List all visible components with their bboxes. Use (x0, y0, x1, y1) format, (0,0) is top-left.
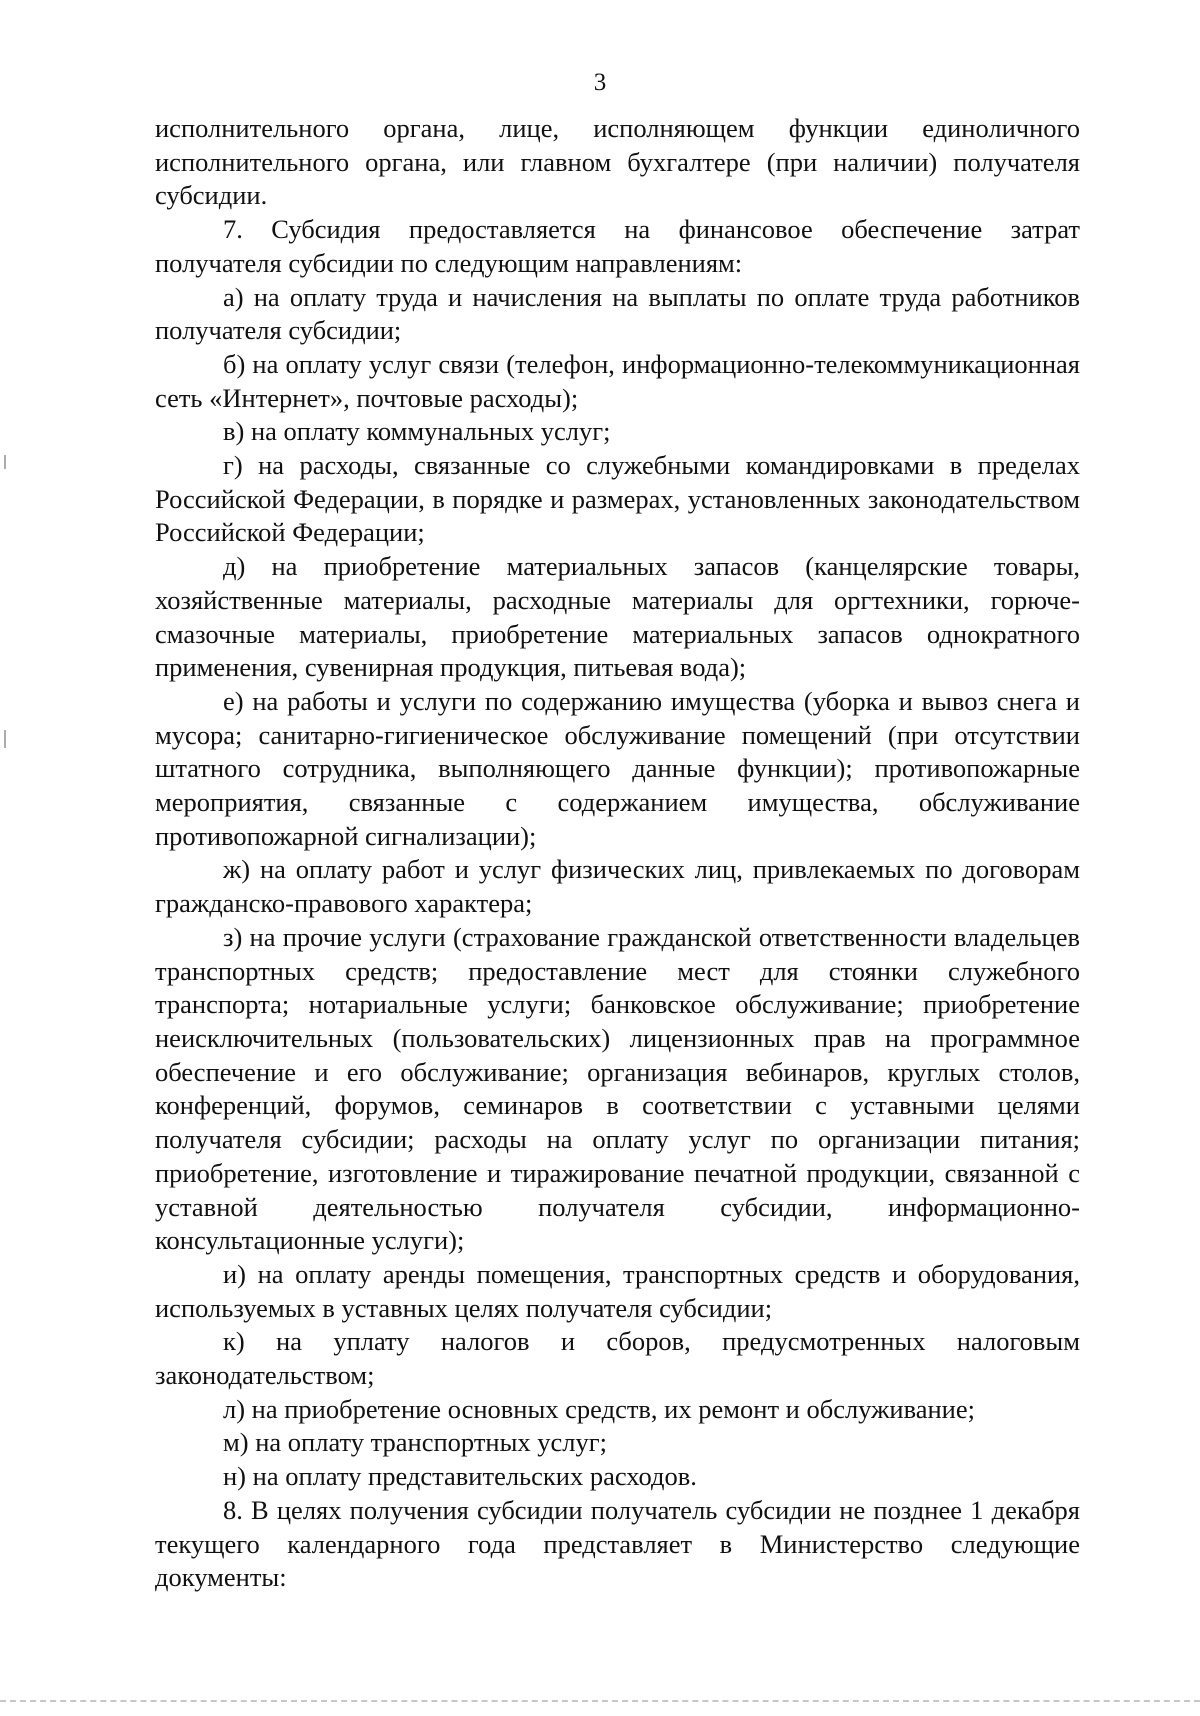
page-number: 3 (593, 69, 607, 96)
scan-bottom-edge (0, 1700, 1200, 1702)
paragraph-clause-7: 7. Субсидия предоставляется на финансовое обеспечение затрат получателя субсидии по следующим направлениям: (155, 214, 1080, 278)
paragraph-clause-8: 8. В целях получения субсидии получатель субсидии не позднее 1 декабря текущего календарного года представляет в Министерство следующие документы: (155, 1494, 1080, 1593)
paragraph-item-k: к) на уплату налогов и сборов, предусмотренных налоговым законодательством; (155, 1326, 1080, 1391)
paragraph-continuation: исполнительного органа, лице, исполняющем функции единоличного исполнительного органа, или главном бухгалтере (при наличии) получателя субсидии. (155, 113, 1080, 211)
paragraph-item-a: а) на оплату труда и начисления на выплаты по оплате труда работников получателя субсидии; (155, 281, 1080, 346)
paragraph-item-n: н) на оплату представительских расходов. (223, 1461, 697, 1492)
paragraph-item-i: и) на оплату аренды помещения, транспортных средств и оборудования, используемых в уставных целях получателя субсидии; (155, 1258, 1080, 1323)
document-body (155, 112, 1080, 1595)
paragraph-item-b: б) на оплату услуг связи (телефон, информационно-телекоммуникационная сеть «Интернет», почтовые расходы); (155, 348, 1080, 413)
scan-artifact (4, 455, 6, 469)
paragraph-item-zh: ж) на оплату работ и услуг физических лиц, привлекаемых по договорам гражданско-правового характера; (155, 854, 1080, 919)
paragraph-item-e: е) на работы и услуги по содержанию имущества (уборка и вывоз снега и мусора; санитарно-гигиеническое обслуживание помещений (при отсутствии штатного сотрудника, выполняющего данные функции); противопожарные мероприятия, связанные с содержанием имущества, обслуживание противопожарной сигнализации); (155, 685, 1080, 851)
paragraph-item-d: д) на приобретение материальных запасов (канцелярские товары, хозяйственные материалы, расходные материалы для оргтехники, горюче-смазочные материалы, приобретение материальных запасов однократного применения, сувенирная продукция, питьевая вода); (155, 551, 1080, 683)
paragraph-item-g: г) на расходы, связанные со служебными командировками в пределах Российской Федерации, в порядке и размерах, установленных законодательством Российской Федерации; (155, 450, 1080, 548)
scan-artifact (4, 730, 6, 748)
paragraph-item-z: з) на прочие услуги (страхование гражданской ответственности владельцев транспортных средств; предоставление мест для стоянки служебного транспорта; нотариальные услуги; банковское обслуживание; приобретение неисключительных (пользовательских) лицензионных прав на программное обеспечение и его обслуживание; организация вебинаров, круглых столов, конференций, форумов, семинаров в соответствии с уставными целями получателя субсидии; расходы на оплату услуг по организации питания; приобретение, изготовление и тиражирование печатной продукции, связанной с уставной деятельностью получателя субсидии, информационно-консультационные услуги); (155, 921, 1080, 1256)
paragraph-item-v: в) на оплату коммунальных услуг; (223, 416, 611, 447)
paragraph-item-l: л) на приобретение основных средств, их ремонт и обслуживание; (223, 1393, 975, 1424)
paragraph-item-m: м) на оплату транспортных услуг; (223, 1427, 607, 1458)
